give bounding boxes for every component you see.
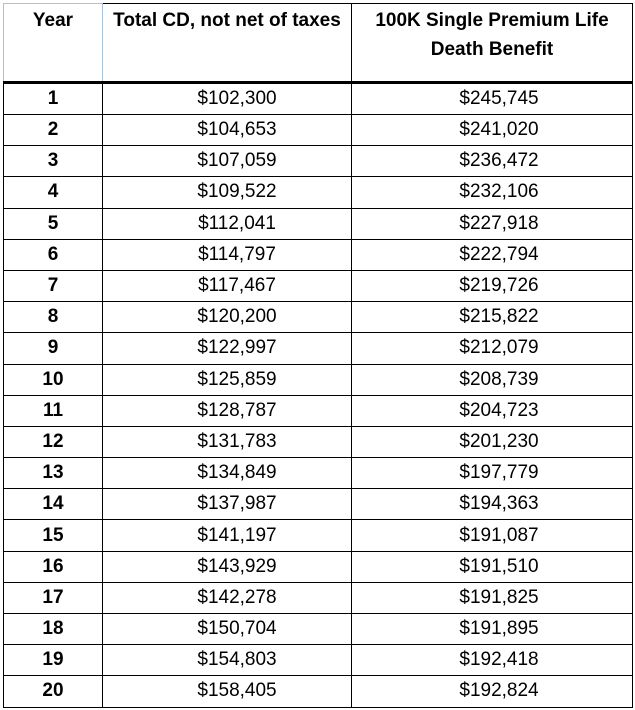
table-row	[4, 177, 633, 208]
total-cd-cell: $120,200	[103, 302, 352, 333]
year-cell: 9	[4, 333, 103, 364]
total-cd-cell: $150,704	[103, 614, 352, 645]
total-cd-cell: $104,653	[103, 115, 352, 146]
table-row	[4, 551, 633, 582]
death-benefit-cell: $192,824	[352, 676, 633, 707]
table-row	[4, 645, 633, 676]
year-cell: 12	[4, 426, 103, 457]
year-column-header: Year	[4, 4, 103, 83]
death-benefit-cell: $194,363	[352, 489, 633, 520]
table-row	[4, 333, 633, 364]
total-cd-cell: $158,405	[103, 676, 352, 707]
table-row	[4, 458, 633, 489]
death-benefit-cell: $219,726	[352, 270, 633, 301]
table-body	[4, 83, 633, 708]
life-death-benefit-column-header: 100K Single Premium Life Death Benefit	[352, 4, 633, 83]
table-row	[4, 395, 633, 426]
total-cd-cell: $107,059	[103, 146, 352, 177]
total-cd-cell: $143,929	[103, 551, 352, 582]
total-cd-cell: $141,197	[103, 520, 352, 551]
total-cd-cell: $102,300	[103, 83, 352, 115]
year-cell: 10	[4, 364, 103, 395]
table-row	[4, 676, 633, 707]
table-row	[4, 520, 633, 551]
death-benefit-cell: $215,822	[352, 302, 633, 333]
death-benefit-cell: $191,087	[352, 520, 633, 551]
death-benefit-cell: $191,825	[352, 582, 633, 613]
year-cell: 2	[4, 115, 103, 146]
total-cd-cell: $117,467	[103, 270, 352, 301]
death-benefit-cell: $197,779	[352, 458, 633, 489]
death-benefit-cell: $236,472	[352, 146, 633, 177]
table-row	[4, 270, 633, 301]
death-benefit-cell: $191,895	[352, 614, 633, 645]
total-cd-cell: $122,997	[103, 333, 352, 364]
death-benefit-cell: $192,418	[352, 645, 633, 676]
total-cd-cell: $114,797	[103, 239, 352, 270]
year-cell: 1	[4, 83, 103, 115]
table-row	[4, 208, 633, 239]
total-cd-cell: $131,783	[103, 426, 352, 457]
death-benefit-cell: $191,510	[352, 551, 633, 582]
comparison-table-container	[3, 3, 632, 708]
table-row	[4, 239, 633, 270]
table-row	[4, 115, 633, 146]
total-cd-cell: $109,522	[103, 177, 352, 208]
year-cell: 20	[4, 676, 103, 707]
death-benefit-cell: $245,745	[352, 83, 633, 115]
table-row	[4, 582, 633, 613]
year-cell: 15	[4, 520, 103, 551]
year-cell: 18	[4, 614, 103, 645]
total-cd-cell: $134,849	[103, 458, 352, 489]
table-row	[4, 426, 633, 457]
year-cell: 16	[4, 551, 103, 582]
year-cell: 3	[4, 146, 103, 177]
year-cell: 7	[4, 270, 103, 301]
total-cd-column-header: Total CD, not net of taxes	[103, 4, 352, 83]
table-row	[4, 83, 633, 115]
total-cd-cell: $128,787	[103, 395, 352, 426]
death-benefit-cell: $204,723	[352, 395, 633, 426]
year-cell: 6	[4, 239, 103, 270]
death-benefit-cell: $222,794	[352, 239, 633, 270]
table-row	[4, 489, 633, 520]
year-cell: 11	[4, 395, 103, 426]
cd-vs-life-insurance-table	[3, 3, 633, 708]
year-cell: 14	[4, 489, 103, 520]
table-row	[4, 146, 633, 177]
year-cell: 8	[4, 302, 103, 333]
year-cell: 17	[4, 582, 103, 613]
table-row	[4, 364, 633, 395]
death-benefit-cell: $212,079	[352, 333, 633, 364]
total-cd-cell: $142,278	[103, 582, 352, 613]
year-cell: 5	[4, 208, 103, 239]
death-benefit-cell: $232,106	[352, 177, 633, 208]
total-cd-cell: $125,859	[103, 364, 352, 395]
year-cell: 19	[4, 645, 103, 676]
table-row	[4, 302, 633, 333]
death-benefit-cell: $201,230	[352, 426, 633, 457]
year-cell: 4	[4, 177, 103, 208]
table-header-row	[4, 4, 633, 83]
total-cd-cell: $112,041	[103, 208, 352, 239]
total-cd-cell: $154,803	[103, 645, 352, 676]
death-benefit-cell: $241,020	[352, 115, 633, 146]
total-cd-cell: $137,987	[103, 489, 352, 520]
year-cell: 13	[4, 458, 103, 489]
death-benefit-cell: $227,918	[352, 208, 633, 239]
table-row	[4, 614, 633, 645]
death-benefit-cell: $208,739	[352, 364, 633, 395]
